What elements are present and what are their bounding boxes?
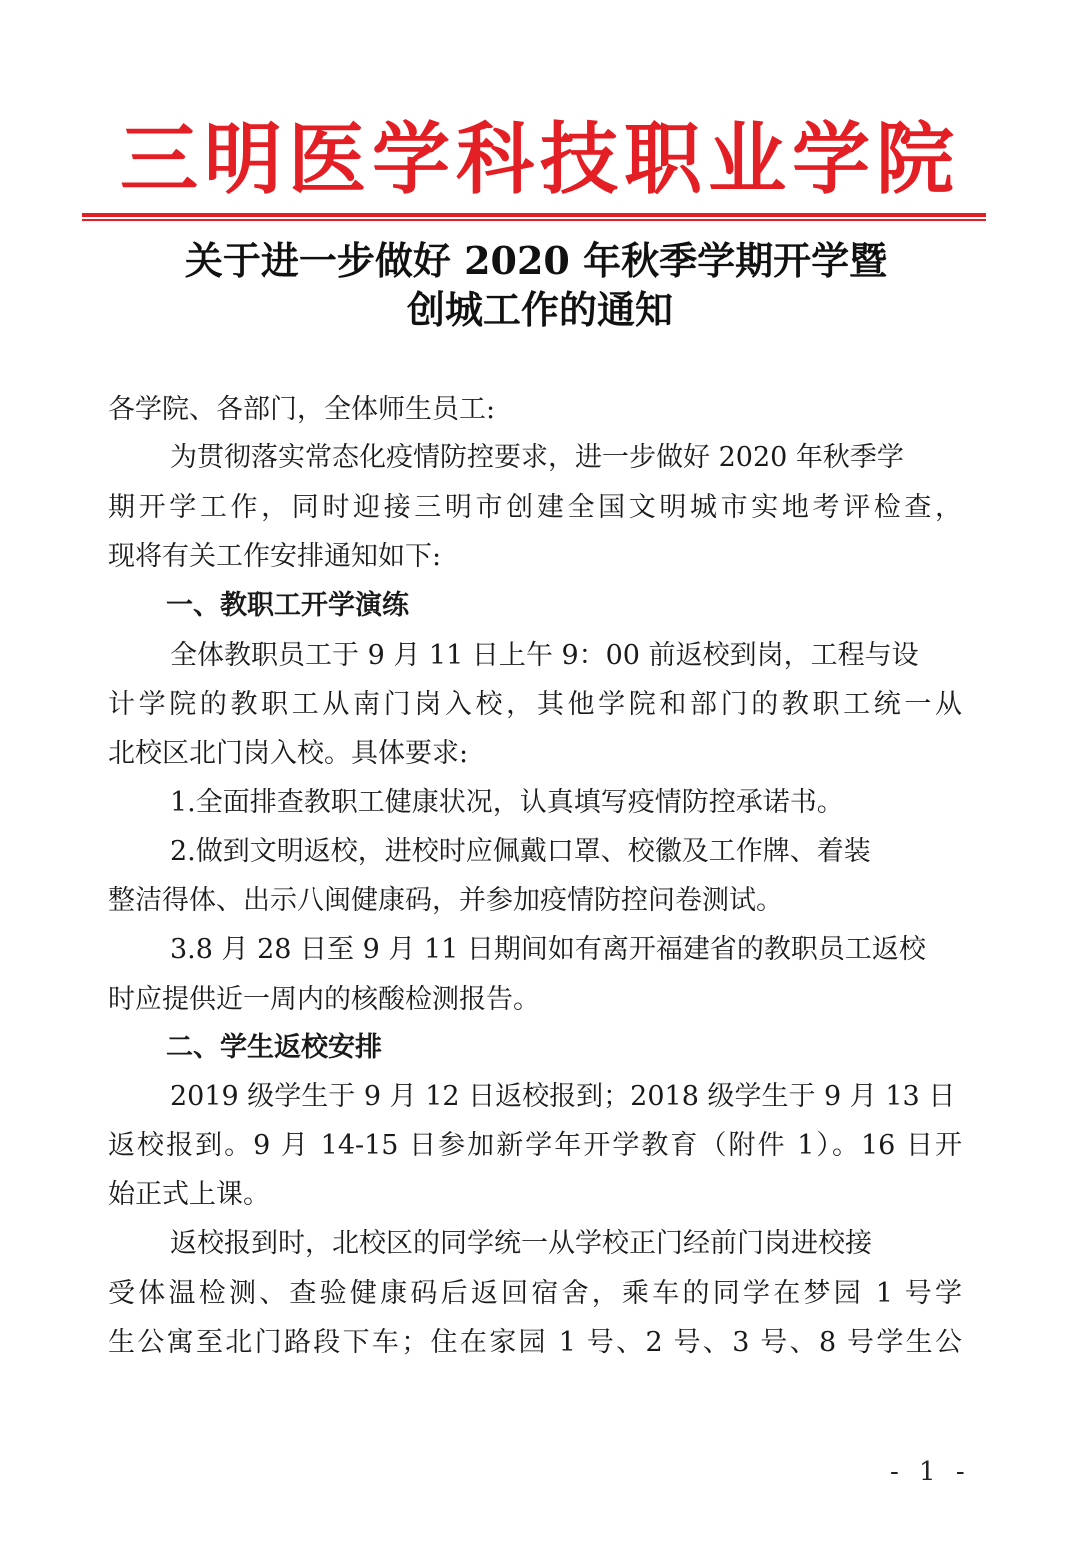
masthead-red-rule <box>82 213 986 217</box>
section-2-para-2-line-1: 返校报到时，北校区的同学统一从学校正门经前门岗进校接 <box>170 1228 872 1259</box>
masthead-red-rule-thin <box>82 219 986 221</box>
section-2-para-1-line-2: 返校报到。9 月 14-15 日参加新学年开学教育（附件 1）。16 日开 <box>108 1130 962 1161</box>
salutation: 各学院、各部门，全体师生员工: <box>108 394 496 425</box>
page-number: - 1 - <box>890 1457 971 1487</box>
section-1-item-3-line-2: 时应提供近一周内的核酸检测报告。 <box>108 984 540 1015</box>
masthead-institution-name: 三明医学科技职业学院 <box>119 115 960 205</box>
intro-line-2: 期开学工作，同时迎接三明市创建全国文明城市实地考评检查， <box>108 492 962 523</box>
section-1-para-line-2: 计学院的教职工从南门岗入校，其他学院和部门的教职工统一从 <box>108 689 962 720</box>
document-title-line-2: 创城工作的通知 <box>406 287 673 332</box>
section-1-para-line-1: 全体教职员工于 9 月 11 日上午 9：00 前返校到岗，工程与设 <box>170 640 919 671</box>
section-1-item-3-line-1: 3.8 月 28 日至 9 月 11 日期间如有离开福建省的教职员工返校 <box>170 934 926 965</box>
section-2-heading: 二、学生返校安排 <box>166 1032 382 1063</box>
section-1-para-line-3: 北校区北门岗入校。具体要求: <box>108 738 469 769</box>
section-2-para-2-line-3: 生公寓至北门路段下车；住在家园 1 号、2 号、3 号、8 号学生公 <box>108 1327 962 1358</box>
section-2-para-1-line-1: 2019 级学生于 9 月 12 日返校报到；2018 级学生于 9 月 13 日 <box>170 1081 956 1112</box>
intro-line-3: 现将有关工作安排通知如下: <box>108 541 442 572</box>
section-1-item-1: 1.全面排查教职工健康状况，认真填写疫情防控承诺书。 <box>170 787 844 818</box>
intro-line-1: 为贯彻落实常态化疫情防控要求，进一步做好 2020 年秋季学 <box>170 442 904 473</box>
section-2-para-1-line-3: 始正式上课。 <box>108 1179 270 1210</box>
section-1-item-2-line-1: 2.做到文明返校，进校时应佩戴口罩、校徽及工作牌、着装 <box>170 836 871 867</box>
section-1-heading: 一、教职工开学演练 <box>166 590 409 621</box>
section-1-item-2-line-2: 整洁得体、出示八闽健康码，并参加疫情防控问卷测试。 <box>108 885 783 916</box>
section-2-para-2-line-2: 受体温检测、查验健康码后返回宿舍，乘车的同学在梦园 1 号学 <box>108 1278 962 1309</box>
document-title-line-1: 关于进一步做好 2020 年秋季学期开学暨 <box>184 238 888 283</box>
